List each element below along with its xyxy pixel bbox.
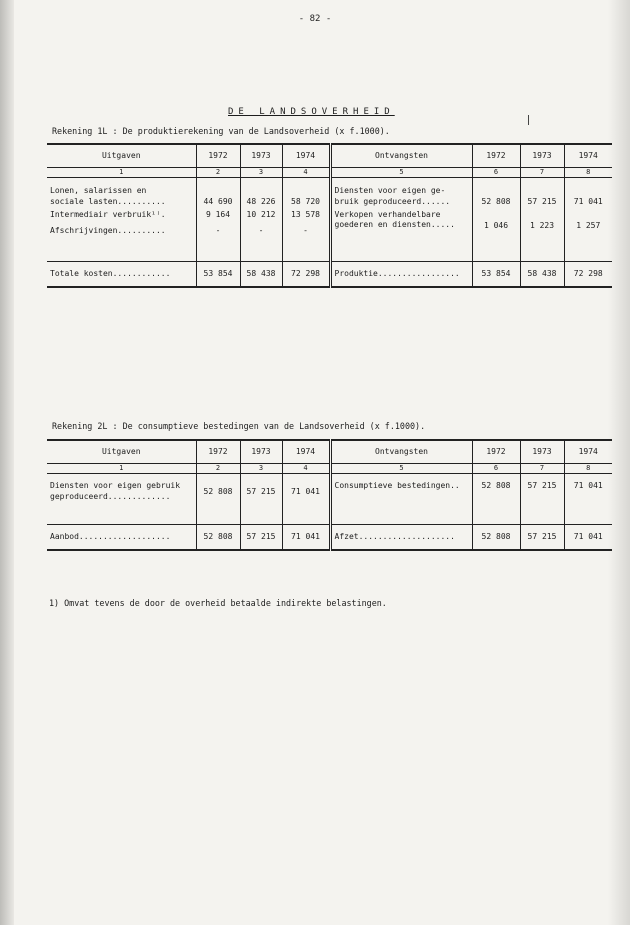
header-year: 1973 [240, 144, 282, 168]
cell-value: 1 046 [483, 220, 509, 230]
account1-col-1973 [240, 178, 282, 262]
account2-table [47, 439, 612, 551]
header-year: 1972 [196, 144, 240, 168]
account2-index-row [47, 464, 612, 474]
row-label: Intermediair verbruik¹⁾. [50, 209, 166, 219]
account1-total-row [47, 262, 612, 288]
account1-index-row [47, 168, 612, 178]
header-uitgaven: Uitgaven [47, 440, 196, 464]
total-value: 72 298 [282, 262, 330, 288]
account1-caption [52, 126, 390, 136]
cell-value: - [258, 226, 264, 236]
cell-value: - [215, 226, 221, 236]
cell-value: 57 215 [527, 196, 557, 206]
total-value: 72 298 [564, 262, 612, 288]
account2-right-labels [330, 474, 472, 525]
account2-col-1974 [282, 474, 330, 525]
cell-value: 71 041 [573, 481, 603, 490]
section-heading: DE LANDSOVERHEID [228, 107, 395, 117]
account1-caption-prefix: Rekening 1L : [52, 126, 118, 136]
header-year: 1974 [282, 440, 330, 464]
total-label: Aanbod................... [47, 525, 196, 551]
account1-col-1974 [282, 178, 330, 262]
column-index: 6 [472, 464, 520, 474]
column-index: 3 [240, 168, 282, 178]
header-ontvangsten: Ontvangsten [330, 144, 472, 168]
cell-value: 71 041 [573, 196, 603, 206]
header-uitgaven: Uitgaven [47, 144, 196, 168]
row-label: Diensten voor eigen ge- [334, 186, 446, 195]
column-index: 1 [47, 168, 196, 178]
header-ontvangsten: Ontvangsten [330, 440, 472, 464]
account1-col-1972 [196, 178, 240, 262]
account2-caption [52, 421, 425, 431]
footnote: 1) Omvat tevens de door de overheid betaalde indirekte belastingen. [49, 598, 387, 608]
cell-value: - [303, 226, 308, 236]
header-year: 1973 [520, 144, 564, 168]
account1-table [47, 143, 612, 288]
cell-value: 52 808 [481, 196, 511, 206]
account1-col-1973 [520, 178, 564, 262]
total-label: Afzet.................... [330, 525, 472, 551]
cell-value: 48 226 [246, 196, 276, 206]
cell-value: 1 257 [576, 220, 601, 230]
row-label: goederen en diensten..... [334, 220, 455, 230]
column-index: 1 [47, 464, 196, 474]
row-label: sociale lasten.......... [50, 196, 166, 206]
cell-value: 52 808 [481, 481, 511, 490]
row-label: geproduceerd............. [50, 491, 171, 501]
total-label: Produktie................. [330, 262, 472, 288]
cell-value: 9 164 [205, 209, 231, 219]
header-year: 1973 [520, 440, 564, 464]
account2-caption-prefix: Rekening 2L : [52, 421, 118, 431]
header-year: 1972 [472, 144, 520, 168]
column-index: 2 [196, 464, 240, 474]
cell-value: 1 223 [529, 220, 555, 230]
cell-value: 10 212 [246, 209, 276, 219]
account1-col-1972 [472, 178, 520, 262]
total-label: Totale kosten............ [47, 262, 196, 288]
row-label: bruik geproduceerd...... [334, 196, 451, 206]
account1-left-labels [47, 178, 196, 262]
total-value: 71 041 [564, 525, 612, 551]
account1-caption-text: De produktierekening van de Landsoverheid (x f.1000). [122, 126, 390, 136]
column-index: 3 [240, 464, 282, 474]
column-index: 6 [472, 168, 520, 178]
header-year: 1972 [196, 440, 240, 464]
account2-total-row [47, 525, 612, 551]
account2-left-labels [47, 474, 196, 525]
cell-value: 58 720 [291, 196, 320, 206]
page-binding-shadow [0, 0, 14, 925]
account2-caption-text: De consumptieve bestedingen van de Landsoverheid (x f.1000). [122, 421, 426, 431]
account2-header-row [47, 440, 612, 464]
account1-right-labels [330, 178, 472, 262]
column-index: 8 [564, 168, 612, 178]
cell-value: 71 041 [291, 487, 320, 496]
column-index: 5 [330, 464, 472, 474]
row-label: Diensten voor eigen gebruik [50, 481, 181, 490]
cell-value: 44 690 [203, 196, 233, 206]
column-index: 7 [520, 168, 564, 178]
header-year: 1974 [282, 144, 330, 168]
total-value: 71 041 [282, 525, 330, 551]
total-value: 52 808 [196, 525, 240, 551]
row-label: Afschrijvingen.......... [50, 226, 166, 236]
account1-header-row [47, 144, 612, 168]
account2-col-1972 [472, 474, 520, 525]
account1-body-row [47, 178, 612, 262]
account2-body-row [47, 474, 612, 525]
header-year: 1974 [564, 144, 612, 168]
total-value: 53 854 [472, 262, 520, 288]
account2-col-1973 [240, 474, 282, 525]
column-index: 4 [282, 168, 330, 178]
pen-mark [528, 115, 529, 125]
account2-col-1972 [196, 474, 240, 525]
column-index: 5 [330, 168, 472, 178]
row-label: Consumptieve bestedingen.. [334, 481, 460, 490]
account1-col-1974 [564, 178, 612, 262]
cell-value: 13 578 [291, 209, 320, 219]
column-index: 4 [282, 464, 330, 474]
cell-value: 57 215 [527, 481, 557, 490]
account2-col-1973 [520, 474, 564, 525]
total-value: 52 808 [472, 525, 520, 551]
total-value: 58 438 [520, 262, 564, 288]
row-label: Lonen, salarissen en [50, 186, 147, 195]
total-value: 58 438 [240, 262, 282, 288]
column-index: 7 [520, 464, 564, 474]
row-label: Verkopen verhandelbare [334, 209, 441, 219]
header-year: 1973 [240, 440, 282, 464]
cell-value: 57 215 [246, 487, 276, 496]
total-value: 53 854 [196, 262, 240, 288]
page-number: - 82 - [298, 14, 332, 24]
header-year: 1972 [472, 440, 520, 464]
total-value: 57 215 [240, 525, 282, 551]
column-index: 2 [196, 168, 240, 178]
cell-value: 52 808 [203, 487, 233, 496]
total-value: 57 215 [520, 525, 564, 551]
header-year: 1974 [564, 440, 612, 464]
column-index: 8 [564, 464, 612, 474]
account2-col-1974 [564, 474, 612, 525]
